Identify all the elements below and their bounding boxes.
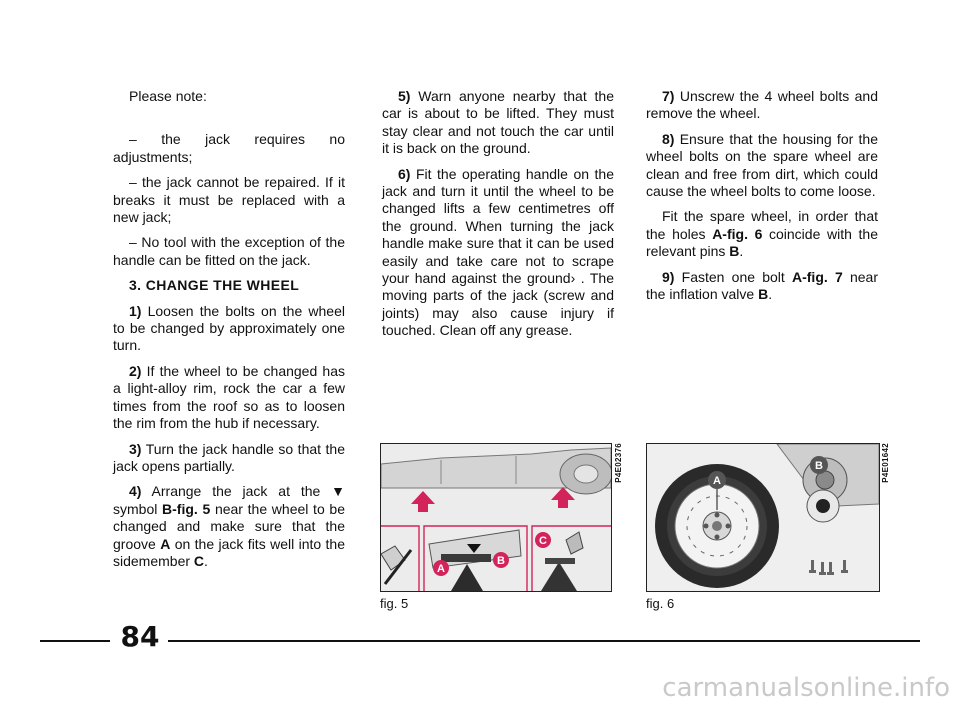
step-number: 3) — [129, 440, 142, 457]
part-reference: A — [160, 535, 171, 552]
step-paragraph — [646, 269, 878, 304]
section-heading: 3. CHANGE THE WHEEL — [129, 277, 300, 294]
wheel-illustration — [647, 444, 879, 591]
step-text: coincide with the relevant pins — [646, 225, 878, 260]
step-text: Warn anyone nearby that the car is about to be lifted. They must stay clear and not touch the car until it is back on the ground. — [382, 88, 614, 157]
footer-rule — [40, 640, 110, 642]
figure-5-jack-placement — [380, 443, 612, 592]
step-text: Fit the operating handle on the jack and turn it until the wheel to be changed lifts a few centimetres off the ground. When turning the jack handle make sure that it can be used easily and take care not to scrape your hand against the ground› . The moving parts of the jack (screw and joints) may also cause injury if touched. Clean off any grease. — [382, 165, 614, 339]
svg-text:A: A — [437, 563, 445, 575]
step-text: Ensure that the housing for the wheel bolts on the spare wheel are clean and free from dirt, which could cause the wheel bolts to come loose. — [646, 130, 878, 200]
text-column-3 — [646, 88, 878, 311]
step-paragraph — [113, 303, 345, 355]
step-paragraph — [113, 483, 345, 570]
label-c — [535, 532, 551, 548]
step-text: symbol — [113, 500, 163, 517]
step-paragraph — [113, 441, 345, 476]
note-paragraph: – No tool with the exception of the handle can be fitted on the jack. — [113, 234, 345, 268]
part-reference: B — [729, 243, 740, 260]
step-text: Loosen the bolts on the wheel to be changed by approximately one turn. — [113, 302, 345, 354]
figure-6-spare-wheel — [646, 443, 880, 592]
step-number: 4) — [129, 483, 142, 500]
figure-reference: A-fig. 6 — [712, 225, 763, 242]
step-text: . — [204, 552, 208, 569]
figure-reference: A-fig. 7 — [792, 268, 843, 285]
step-number: 1) — [129, 302, 142, 319]
step-text: on the jack fits well into the sidemember — [113, 535, 345, 569]
step-text: If the wheel to be changed has a light-alloy rim, rock the car a few times from the roof so as to loosen the rim from the hub if necessary. — [113, 362, 345, 432]
step-number: 8) — [662, 130, 675, 147]
step-number: 7) — [662, 88, 675, 104]
step-paragraph — [382, 166, 614, 340]
step-text: near the inflation valve — [646, 268, 878, 303]
footer-rule — [168, 640, 920, 642]
step-text: Unscrew the 4 wheel bolts and remove the wheel. — [646, 88, 878, 122]
step-paragraph — [113, 363, 345, 433]
note-paragraph: – the jack requires no adjustments; — [113, 131, 345, 165]
step-text: near the wheel to be changed and make sure that the groove — [113, 500, 345, 552]
part-reference: C — [193, 552, 205, 569]
step-text: . — [768, 286, 773, 303]
watermark: carmanualsonline.info — [662, 673, 950, 703]
triangle-symbol-icon: ▼ — [331, 483, 345, 500]
step-text: . — [739, 243, 744, 260]
step-paragraph — [382, 88, 614, 158]
step-paragraph — [646, 88, 878, 123]
figure-caption: fig. 5 — [380, 596, 409, 611]
figure-caption: fig. 6 — [646, 596, 675, 611]
step-text: Arrange the jack at the — [141, 483, 332, 500]
step-number: 5) — [398, 88, 411, 104]
label-a — [433, 560, 449, 576]
label-b — [810, 456, 828, 474]
step-text: Fit the spare wheel, in order that the holes — [646, 208, 878, 242]
note-heading: Please note: — [129, 88, 207, 104]
svg-text:B: B — [815, 460, 823, 472]
svg-text:B: B — [497, 555, 505, 567]
note-paragraph: – the jack cannot be repaired. If it breaks it must be replaced with a new jack; — [113, 174, 345, 226]
step-text: Fasten one bolt — [674, 268, 792, 285]
text-column-2 — [382, 88, 614, 348]
text-column-1 — [113, 88, 345, 578]
step-paragraph — [646, 208, 878, 260]
svg-text:A: A — [713, 475, 721, 487]
page-number: 84 — [120, 620, 160, 653]
svg-text:C: C — [539, 535, 547, 547]
label-b — [493, 552, 509, 568]
step-paragraph — [646, 131, 878, 201]
figure-reference: B-fig. 5 — [162, 500, 211, 517]
step-number: 6) — [398, 165, 411, 182]
step-number: 2) — [129, 362, 142, 379]
jack-illustration — [381, 444, 611, 591]
figure-code: P4E02376 — [614, 443, 623, 483]
part-reference: B — [758, 286, 769, 303]
step-text: Turn the jack handle so that the jack opens partially. — [113, 440, 345, 474]
step-number: 9) — [662, 268, 675, 285]
figure-code: P4E01642 — [881, 443, 890, 483]
